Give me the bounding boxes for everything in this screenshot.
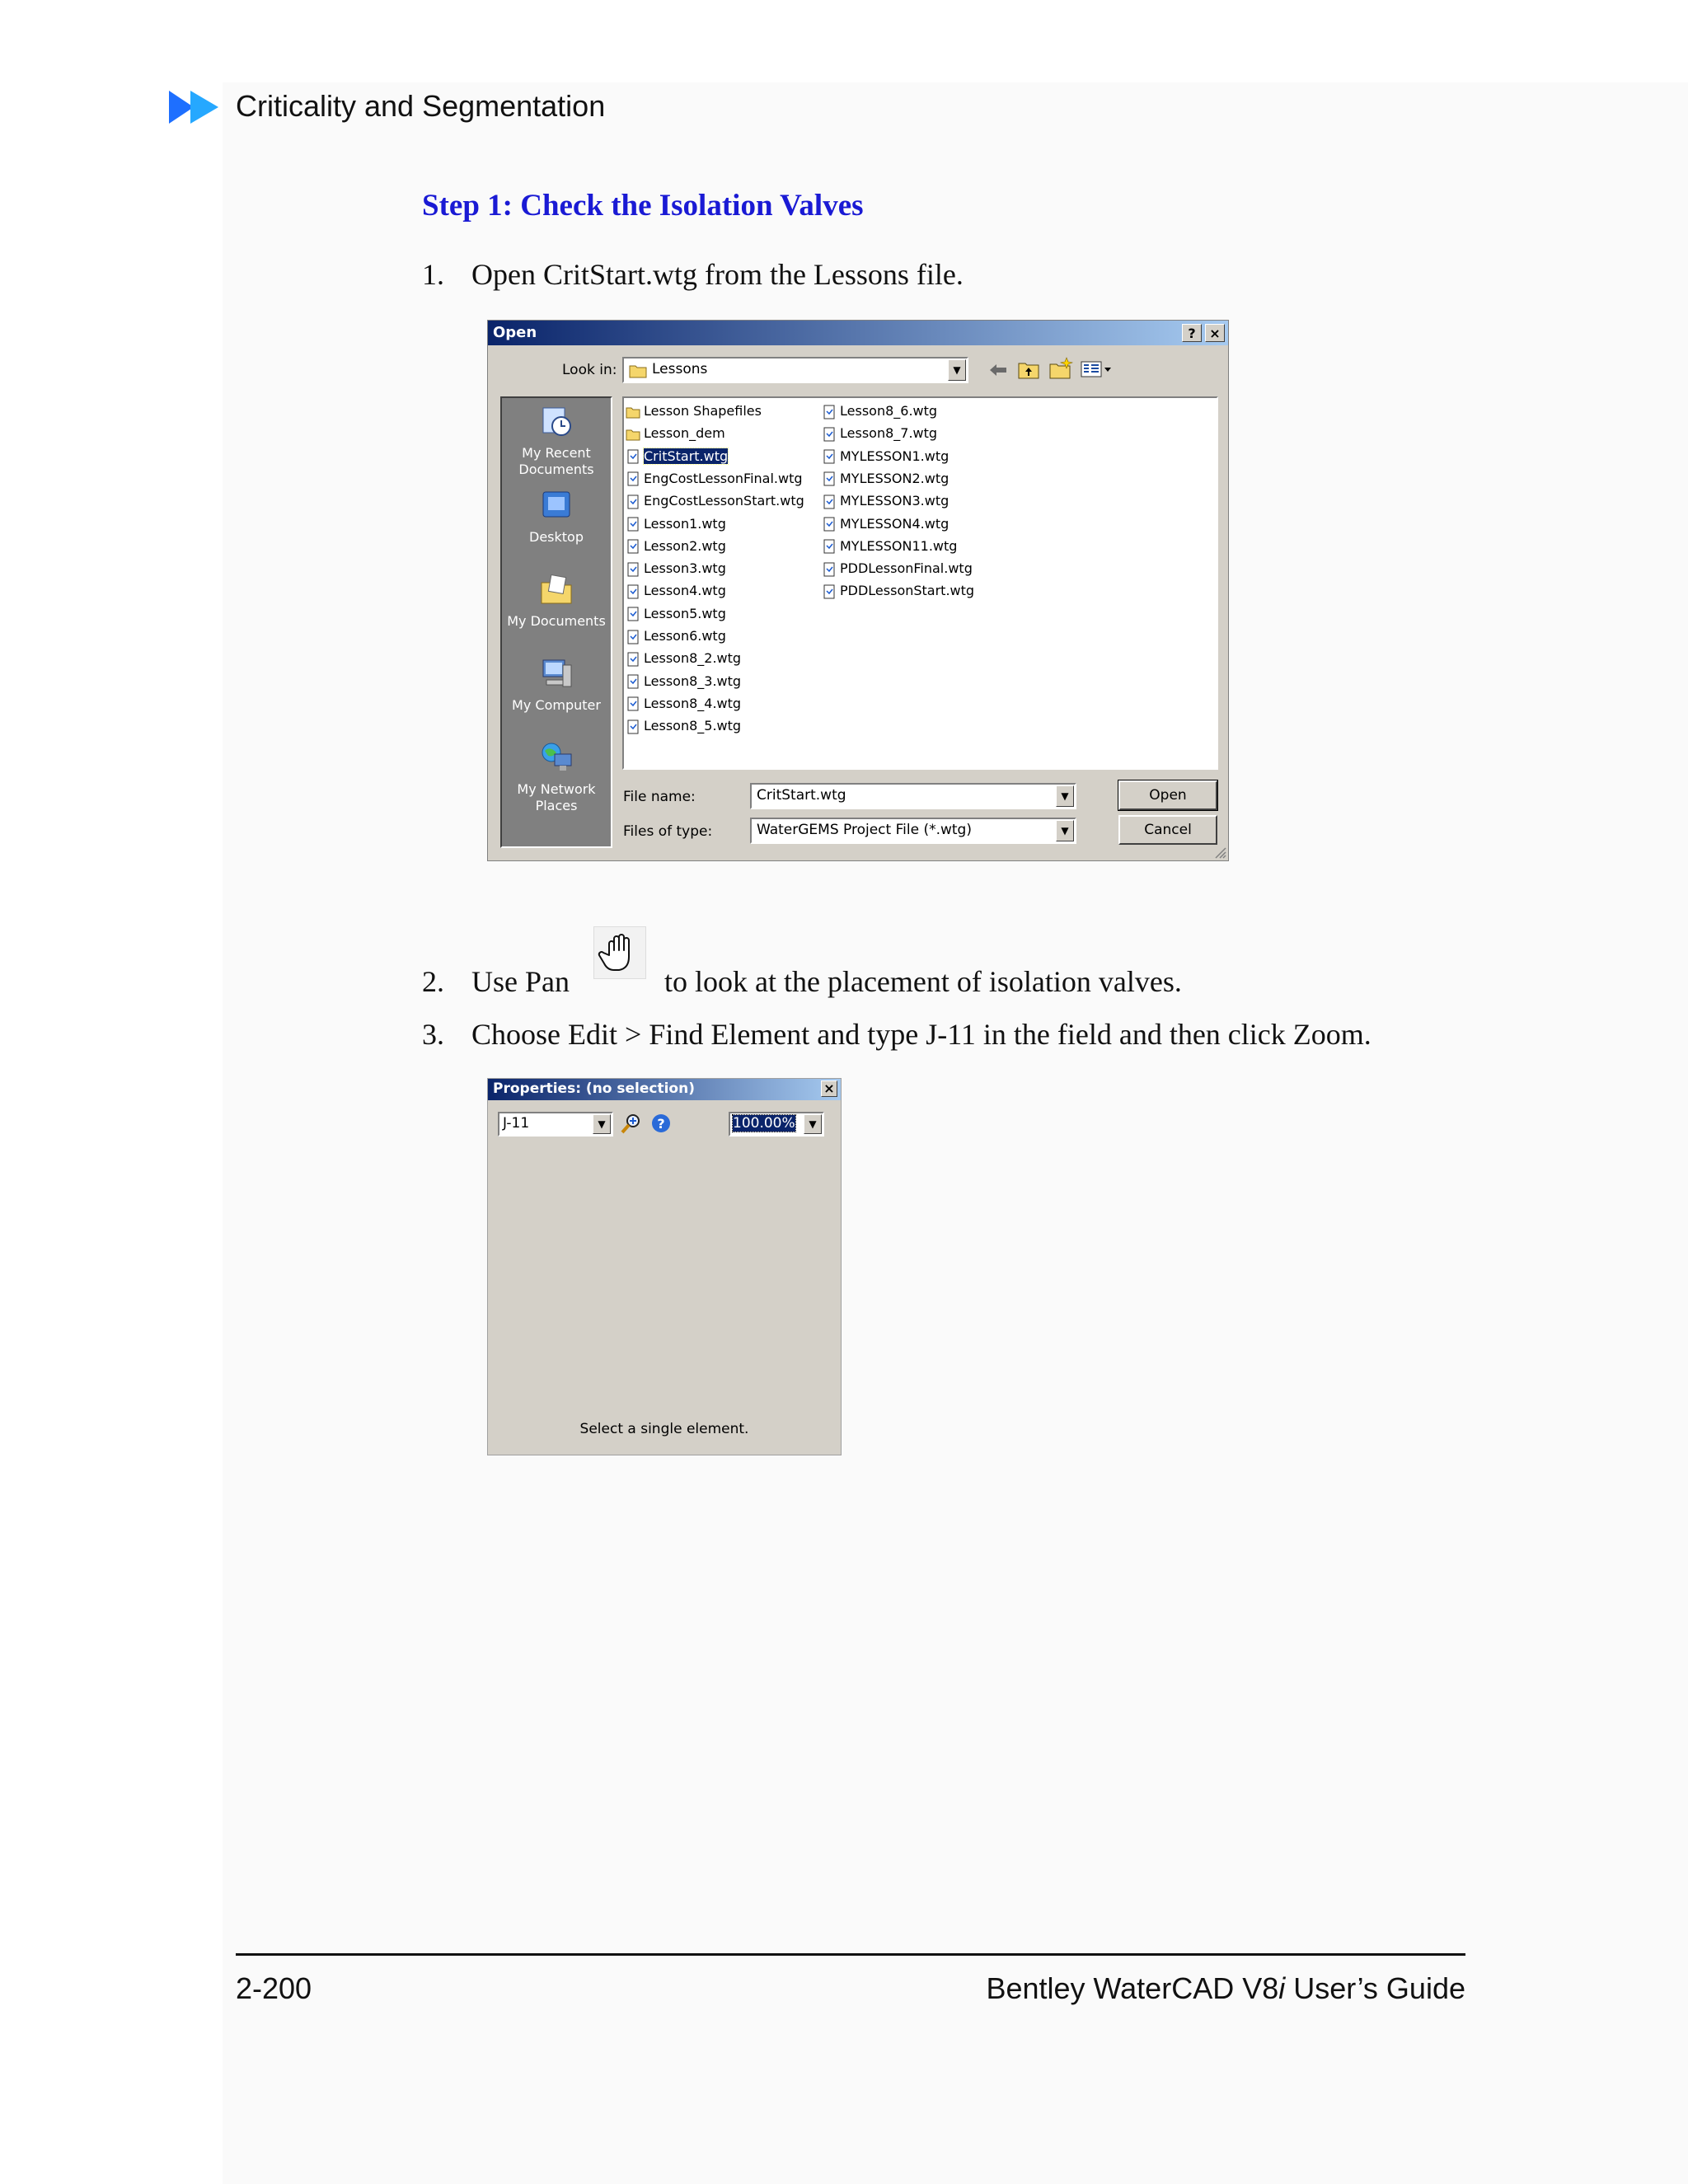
file-icon (822, 494, 837, 509)
folder-icon (629, 363, 647, 378)
properties-titlebar (488, 1079, 841, 1100)
chevron-down-icon[interactable]: ▼ (593, 1114, 611, 1134)
place-label: My Computer (512, 697, 601, 713)
file-item[interactable] (626, 469, 803, 489)
file-name: Lesson8_4.wtg (644, 695, 742, 711)
open-dialog (487, 320, 1229, 861)
file-icon (626, 449, 640, 464)
network-places-icon (538, 741, 574, 774)
my-documents-icon (538, 573, 574, 606)
place-label: My Recent Documents (518, 445, 594, 477)
section-title: Criticality and Segmentation (236, 89, 606, 123)
view-menu-icon[interactable] (1080, 359, 1113, 380)
file-name-label: File name: (623, 789, 696, 805)
step-number: 2. (422, 965, 444, 998)
file-icon (626, 696, 640, 711)
file-icon (626, 607, 640, 621)
file-name: PDDLessonStart.wtg (840, 583, 975, 599)
properties-title: Properties: (no selection) (493, 1080, 695, 1097)
look-in-label: Look in: (562, 362, 617, 378)
file-icon (626, 471, 640, 486)
file-item[interactable] (822, 447, 949, 466)
file-icon (626, 494, 640, 509)
file-name: MYLESSON11.wtg (840, 537, 958, 554)
guide-title-italic: i (1278, 1971, 1286, 2005)
file-type-value: WaterGEMS Project File (*.wtg) (757, 822, 972, 838)
file-name: Lesson1.wtg (644, 515, 726, 532)
file-item[interactable] (626, 672, 741, 691)
file-icon (626, 562, 640, 577)
look-in-combo[interactable] (622, 357, 968, 383)
footer-rule (236, 1953, 1465, 1956)
file-icon (822, 584, 837, 599)
file-name: Lesson3.wtg (644, 560, 726, 577)
guide-title-suffix: User’s Guide (1285, 1971, 1465, 2005)
look-in-value: Lessons (652, 361, 708, 377)
file-item[interactable] (626, 447, 728, 466)
file-icon (822, 562, 837, 577)
file-icon (822, 517, 837, 532)
close-button[interactable]: × (821, 1080, 837, 1097)
folder-icon (626, 427, 640, 442)
recent-documents-icon (538, 405, 574, 438)
file-name: Lesson8_5.wtg (644, 718, 742, 734)
file-name: MYLESSON2.wtg (840, 470, 950, 486)
step-text: Choose Edit > Find Element and type J-11 in the field and then click Zoom. (471, 1018, 1372, 1051)
file-name: Lesson8_3.wtg (644, 673, 742, 689)
cancel-button[interactable]: Cancel (1118, 815, 1217, 845)
file-name: Lesson5.wtg (644, 605, 726, 621)
file-icon (626, 517, 640, 532)
file-name: MYLESSON1.wtg (840, 448, 950, 464)
file-item[interactable] (626, 559, 726, 579)
place-recent[interactable] (502, 405, 611, 478)
file-item[interactable] (822, 491, 949, 511)
chevron-down-icon[interactable]: ▼ (804, 1114, 822, 1134)
dialog-titlebar (488, 321, 1228, 345)
file-item[interactable] (626, 491, 804, 511)
file-icon (822, 427, 837, 442)
file-item[interactable] (626, 649, 741, 668)
element-value: J-11 (503, 1115, 530, 1132)
file-icon (626, 539, 640, 554)
file-icon (822, 449, 837, 464)
file-item[interactable] (822, 581, 974, 601)
resize-grip-icon[interactable] (1213, 846, 1226, 859)
file-name: MYLESSON4.wtg (840, 515, 950, 532)
file-icon (626, 630, 640, 644)
file-item[interactable] (626, 626, 726, 646)
file-icon (626, 652, 640, 667)
file-item[interactable] (822, 537, 957, 556)
file-name: Lesson Shapefiles (644, 403, 762, 419)
page-number: 2-200 (236, 1971, 312, 2005)
back-arrow-icon[interactable] (987, 360, 1009, 380)
step-number: 3. (422, 1018, 444, 1051)
file-item[interactable] (626, 537, 726, 556)
step-text-before: Use Pan (471, 965, 570, 998)
file-name: CritStart.wtg (644, 448, 729, 464)
file-type-label: Files of type: (623, 823, 713, 840)
open-button[interactable]: Open (1118, 780, 1217, 810)
folder-icon (626, 405, 640, 419)
file-name: MYLESSON3.wtg (840, 493, 950, 509)
double-arrow-icon (169, 91, 222, 124)
file-item[interactable] (822, 424, 937, 443)
file-item[interactable] (626, 716, 741, 736)
place-my-documents[interactable] (502, 573, 611, 630)
close-button[interactable]: × (1205, 324, 1225, 342)
file-name: Lesson2.wtg (644, 537, 726, 554)
file-item[interactable] (822, 514, 949, 534)
file-item[interactable] (626, 514, 726, 534)
file-item[interactable] (626, 424, 725, 443)
my-computer-icon (538, 657, 574, 690)
properties-panel (487, 1078, 842, 1455)
file-name: Lesson6.wtg (644, 628, 726, 644)
file-icon (822, 539, 837, 554)
file-icon (822, 471, 837, 486)
pan-hand-icon (593, 926, 646, 979)
file-name: Lesson8_6.wtg (840, 403, 938, 419)
file-name: Lesson8_2.wtg (644, 650, 742, 667)
file-name-value: CritStart.wtg (757, 787, 846, 804)
place-label: Desktop (529, 529, 584, 545)
file-item[interactable] (626, 581, 726, 601)
file-name: EngCostLessonFinal.wtg (644, 470, 803, 486)
file-icon (822, 405, 837, 419)
place-label: My Documents (507, 613, 606, 629)
place-network[interactable] (502, 741, 611, 814)
chevron-down-icon[interactable]: ▼ (948, 359, 966, 381)
file-item[interactable] (822, 401, 937, 421)
help-button[interactable]: ? (1182, 324, 1202, 342)
chevron-down-icon[interactable]: ▼ (1056, 820, 1074, 841)
place-desktop[interactable] (502, 489, 611, 546)
step-number: 1. (422, 258, 444, 291)
zoom-level-value: 100.00% (733, 1115, 795, 1132)
file-item[interactable] (626, 694, 741, 714)
place-label: My Network Places (517, 781, 596, 813)
file-icon (626, 584, 640, 599)
desktop-icon (538, 489, 574, 522)
element-select[interactable] (498, 1112, 613, 1137)
file-name: PDDLessonFinal.wtg (840, 560, 973, 577)
place-my-computer[interactable] (502, 657, 611, 714)
new-folder-icon[interactable] (1048, 357, 1073, 380)
places-bar (500, 396, 612, 848)
help-icon[interactable] (649, 1112, 673, 1135)
file-name: Lesson4.wtg (644, 583, 726, 599)
file-type-select[interactable] (750, 818, 1076, 844)
step-text: Open CritStart.wtg from the Lessons file. (471, 258, 964, 291)
guide-title (986, 1971, 1465, 2006)
up-folder-icon[interactable] (1017, 359, 1040, 380)
file-name: EngCostLessonStart.wtg (644, 493, 804, 509)
file-item[interactable] (822, 559, 973, 579)
file-name: Lesson_dem (644, 425, 725, 442)
file-name: Lesson8_7.wtg (840, 425, 938, 442)
file-item[interactable] (626, 604, 726, 624)
step-text-after: to look at the placement of isolation valves. (664, 965, 1182, 998)
file-list[interactable] (622, 396, 1218, 770)
guide-title-prefix: Bentley WaterCAD V8 (986, 1971, 1279, 2005)
step-heading: Step 1: Check the Isolation Valves (422, 189, 864, 223)
chevron-down-icon[interactable]: ▼ (1056, 785, 1074, 807)
svg-text:?: ? (657, 1116, 665, 1132)
file-icon (626, 674, 640, 689)
zoom-level-select[interactable] (729, 1112, 824, 1137)
file-item[interactable] (822, 469, 949, 489)
file-item[interactable] (626, 401, 762, 421)
status-text: Select a single element. (579, 1421, 749, 1437)
dialog-title: Open (493, 324, 537, 341)
file-name-field[interactable] (750, 783, 1076, 809)
zoom-icon[interactable] (620, 1112, 643, 1135)
file-icon (626, 719, 640, 734)
